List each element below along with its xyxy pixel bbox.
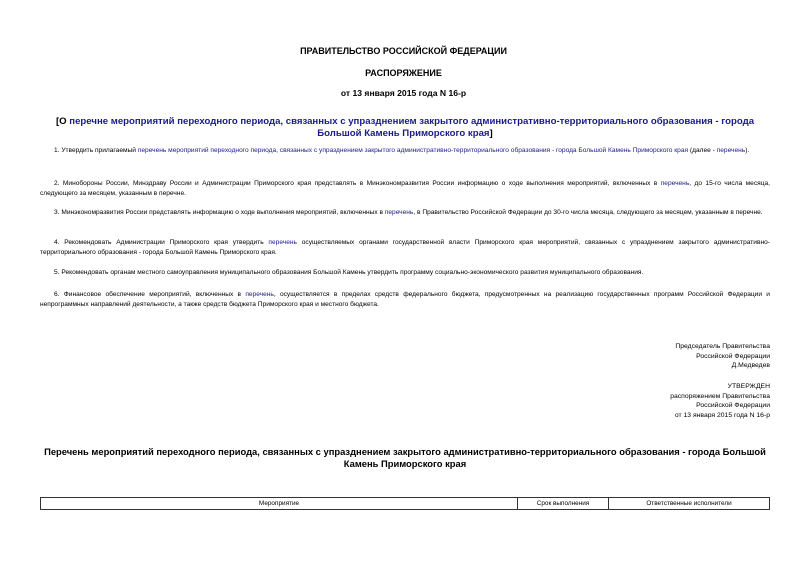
approval-date: от 13 января 2015 года N 16-р [674, 411, 770, 419]
paragraph-6-text: 6. Финансовое обеспечение мероприятий, включенных в [54, 291, 246, 298]
list-link[interactable]: перечень [268, 239, 297, 246]
title-open-bracket: [О [55, 116, 70, 127]
paragraph-4-text: 4. Рекомендовать Администрации Приморского края утвердить [54, 239, 269, 246]
paragraph-6-text-b: , осуществляется в пределах средств федерального бюджета, предусмотренных на реализацию государственных программ Российской Федерации и непрограммных направлений деятельности, а также средств бюджета Приморского края и местного бюджета. [40, 291, 770, 308]
paragraph-1-text-c: ). [745, 147, 750, 154]
signature-block [675, 342, 770, 371]
document-title [40, 116, 770, 140]
approval-label: УТВЕРЖДЕН [727, 383, 770, 390]
paragraph-3 [40, 208, 770, 218]
paragraph-3-text-b: , в Правительство Российской Федерации до 30-го числа месяца, следующего за месяцем, указанным в перечне. [413, 209, 763, 216]
column-header-measure: Мероприятие [41, 498, 518, 510]
signature-name: Д.Медведев [731, 362, 770, 370]
paragraph-6 [40, 290, 770, 310]
paragraph-2-text: 2. Минобороны России, Минздраву России и Администрации Приморского края представлять в Минэкономразвития России информацию о ходе выполнения мероприятий, включенных в [54, 180, 661, 187]
paragraph-1 [40, 146, 770, 156]
list-link[interactable]: перечень [660, 180, 690, 187]
title-close-bracket: ] [489, 128, 493, 139]
approval-organization: Российской Федерации [696, 402, 770, 410]
list-title: Перечень мероприятий переходного периода, связанных с упразднением закрытого административно-территориального образования - города Большой Камень Приморского края [44, 446, 766, 469]
paragraph-1-text: 1. Утвердить прилагаемый [54, 147, 138, 154]
signature-position: Председатель Правительства [675, 343, 770, 350]
list-short-link[interactable]: перечень [716, 147, 746, 154]
paragraph-1-text-b: (далее - [688, 147, 717, 154]
title-link[interactable]: перечне мероприятий переходного периода, связанных с упразднением закрытого административно-территориального образования - города Большой Камень Приморского края [69, 116, 755, 139]
table-header-row [41, 498, 770, 510]
paragraph-4 [40, 238, 770, 258]
list-link[interactable]: перечень [384, 209, 414, 216]
list-link[interactable]: перечень мероприятий переходного периода, связанных с упразднением закрытого административно-территориального образования - города Большой Камень Приморского края [137, 147, 689, 154]
document-date-number: от 13 января 2015 года N 16-р [340, 88, 467, 98]
paragraph-2-text-b: , до 15-го числа месяца, следующего за месяцем, указанным в перечне. [40, 180, 770, 197]
approval-by: распоряжением Правительства [670, 392, 770, 400]
column-header-deadline: Срок выполнения [518, 498, 609, 510]
paragraph-5-text: 5. Рекомендовать органам местного самоуправления муниципального образования Большой Камень утвердить программу социально-экономического развития муниципального образования. [54, 269, 644, 276]
paragraph-4-text-b: осуществляемых органами государственной власти Приморского края мероприятий, связанных с упразднением закрытого административно-территориального образования - города Большой Камень Приморского края. [40, 239, 770, 256]
paragraph-5 [40, 268, 770, 278]
paragraph-2 [40, 179, 770, 199]
signature-organization: Российской Федерации [696, 352, 770, 360]
column-header-responsible: Ответственные исполнители [609, 498, 770, 510]
approval-block [670, 382, 770, 420]
list-link[interactable]: перечень [245, 291, 274, 298]
government-heading: ПРАВИТЕЛЬСТВО РОССИЙСКОЙ ФЕДЕРАЦИИ [300, 46, 507, 56]
measures-table [40, 497, 770, 510]
paragraph-3-text: 3. Минэкономразвития России представлять информацию о ходе выполнения мероприятий, включенных в [54, 209, 385, 216]
document-type-heading: РАСПОРЯЖЕНИЕ [365, 68, 442, 78]
